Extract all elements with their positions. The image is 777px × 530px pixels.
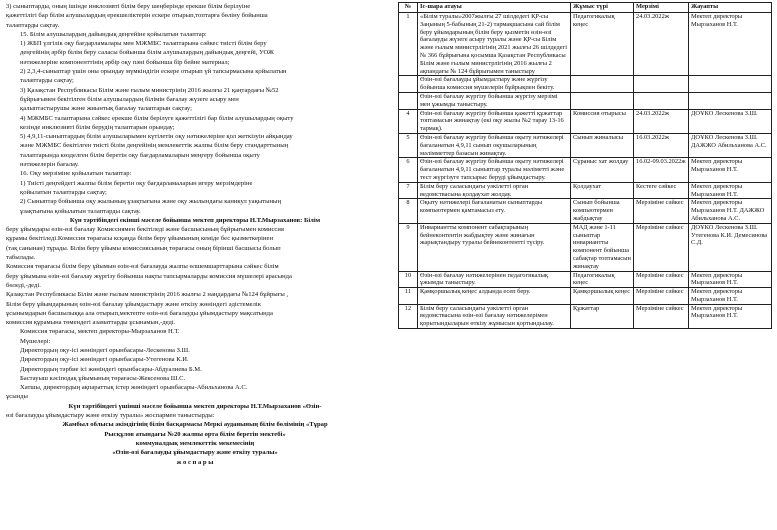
cell-activity: Өзін-өзі бағалау жүргізу бойынша оқыту нәтижелері бағаланатын 4,9,11 сыныптар туралы мәліметті және тест жүргізуге тапсырыс беруді ұйымдастыру. bbox=[418, 158, 571, 182]
cell-type: Сынып бойынша компьютермен жабдықтау bbox=[571, 199, 634, 223]
table-row bbox=[399, 92, 772, 109]
cell-deadline: 16.02-09.03.2022ж bbox=[634, 158, 689, 182]
column-header-activity: Іс-шара атауы bbox=[418, 3, 571, 13]
cell-type: Құжаттар bbox=[571, 304, 634, 328]
text-line: нәтижелеріне компоненттінің әрбір оқу пәні бойынша бір бейне материал; bbox=[20, 58, 230, 66]
table-row bbox=[399, 288, 772, 305]
cell-responsible: Мектеп директоры Мырзаханов Н.Т. bbox=[689, 304, 772, 328]
cell-type bbox=[571, 92, 634, 109]
table-row bbox=[399, 223, 772, 271]
text-line: нәтижелерін бағалау. bbox=[20, 161, 79, 169]
text-line: қойылатын талаптарды сақтау; bbox=[20, 188, 107, 196]
plan-title: Рысқұлов атындағы №20 жалпы орта білім беретін мектебі» bbox=[104, 430, 286, 438]
cell-number: 6 bbox=[399, 158, 418, 182]
table-row bbox=[399, 199, 772, 223]
cell-type bbox=[571, 76, 634, 93]
text-line: қалыптастырушы және жиынтық бағалау талаптарын сақтау; bbox=[20, 105, 192, 113]
text-line: Директордың оқу-ісі жөніндегі орынбасары-Лескенова З.Ш. bbox=[20, 346, 190, 354]
cell-responsible bbox=[689, 92, 772, 109]
table-row bbox=[399, 76, 772, 93]
cell-number: 12 bbox=[399, 304, 418, 328]
column-header-responsible: Жауапты bbox=[689, 3, 772, 13]
text-line: Білім беру ұйымдарының өзін-өзі бағалау ұйымдастыру және өткізу жөніндегі әдістемелік bbox=[6, 300, 261, 308]
text-line: деңгейінің әрбір білім беру саласы бойынша білім алушылардың дайындық деңгейі, УОЖ bbox=[20, 49, 274, 57]
cell-activity: Инвариантты компонент сабақтарының бейнеконтентін жабдықтеу және жинағын жарықтандыру туралы бейнеконтентті түсіру. bbox=[418, 223, 571, 271]
text-line: құрамы бекітіледі.Комиссия төрағасы ксқаңда білім беру ұйымының кеміде бес қызметкерінен bbox=[6, 235, 273, 243]
cell-activity: Өзін-өзі бағалау жүргізу бойынша қажетті құжаттар топтамасын жинақтау (екі оқу жылы №2 тарау 13-16 тармақ). bbox=[418, 109, 571, 133]
table-row bbox=[399, 109, 772, 133]
text-line: Директордың тәрбие ісі жөніндегі орынбасары-Абдуалиева Б.М. bbox=[20, 365, 202, 373]
text-line: ұсынды bbox=[6, 393, 28, 401]
table-row bbox=[399, 158, 772, 182]
cell-activity: Өзін-өзі бағалау нәтижелерінен педагогикалық ұжымды таныстыру. bbox=[418, 271, 571, 288]
cell-type: Қолдаухат bbox=[571, 182, 634, 199]
text-line: 15. Білім алушылардың дайындық деңгейіне қойылатын талаптар: bbox=[20, 30, 207, 38]
cell-deadline: Мерзіміне сәйкес bbox=[634, 271, 689, 288]
cell-type: Педагогикалық кеңес bbox=[571, 271, 634, 288]
cell-deadline bbox=[634, 92, 689, 109]
cell-deadline: Мерзіміне сәйкес bbox=[634, 288, 689, 305]
cell-activity: Білім беру саласындағы уәкілетті орган ведомствасына қолдаухат жолдау. bbox=[418, 182, 571, 199]
cell-responsible: ДОҰКО Лескенова З.Ш. ДАЖЖО Абильханова А.С. bbox=[689, 133, 772, 157]
cell-responsible: Мектеп директоры Мырзаханов Н.Т. bbox=[689, 158, 772, 182]
cell-deadline: Мерзіміне сәйкес bbox=[634, 223, 689, 271]
text-line: 3) Қазақстан Республикасы Білім және ғылым министрінің 2016 жылғы 21 қаңтардағы №52 bbox=[20, 86, 279, 94]
text-line: Бастауыш кәсіподақ ұйымының төрағасы-Жексенова Ш.С. bbox=[20, 374, 186, 382]
cell-responsible: ДОҰКО Лескенова З.Ш. Утегенова К.И. Демесинова С.Д. bbox=[689, 223, 772, 271]
text-line: Комиссия төрағасы, мектеп директоры-Мырзаханов Н.Т. bbox=[20, 328, 180, 336]
text-line: беру ұйымына өзін-өзі бағалау жүргізу бойынша нақты тапсырмаларды комиссия мүшелері арасында bbox=[6, 272, 292, 280]
cell-activity: Өзін-өзі бағалау жүргізу бойынша оқыту нәтижелері бағаланатын 4,9,11 сынып оқушыларының мәлімметтер базасын жинақтау. bbox=[418, 133, 571, 157]
cell-number: 11 bbox=[399, 288, 418, 305]
cell-activity: Өзін-өзі бағалау жүргізу бойынша жүргізу мерзімі мен ұжымды таныстыру. bbox=[418, 92, 571, 109]
text-line: өзі бағалауды ұйымдастыру және өткізу туралы» жоспармен таныстырды: bbox=[6, 412, 215, 420]
table-row bbox=[399, 13, 772, 76]
section-heading: Күн тәртібіндегі үшінші мәселе бойынша мектеп директоры Н.Т.Мырзаханов «Өзін- bbox=[68, 402, 322, 410]
cell-deadline: 24.03.2022ж bbox=[634, 13, 689, 76]
text-line: Директордың оқу-ісі жөніндегі орынбасары-Утегенова К.И. bbox=[20, 356, 189, 364]
cell-number: 4 bbox=[399, 109, 418, 133]
table-row bbox=[399, 271, 772, 288]
text-line: табылады. bbox=[6, 254, 36, 262]
text-line: 2) 2,3,4-сыныптар үшін оны орындау мүмкіндігін ескере отырып үй тапсырмасына қойылатын bbox=[20, 68, 287, 76]
text-line: Комиссия төрағасы білім беру ұйымын өзін-өзі бағалауда жалпы өлшемшарттарына сәйкес білім bbox=[6, 263, 279, 271]
cell-number: 7 bbox=[399, 182, 418, 199]
text-line: Мүшелері: bbox=[20, 337, 51, 345]
cell-type: Сұраныс хат жолдау bbox=[571, 158, 634, 182]
cell-number: 10 bbox=[399, 271, 418, 288]
plan-title: ж о с п а р ы bbox=[176, 458, 214, 466]
cell-type: Комиссия отырысы bbox=[571, 109, 634, 133]
cell-responsible: Мектеп директоры Мырзаханов Н.Т. bbox=[689, 288, 772, 305]
plan-table bbox=[398, 2, 772, 329]
cell-deadline: Мерзіміне сәйкес bbox=[634, 304, 689, 328]
text-line: 3) сыныптарды, оның ішінде инклозивті білім беру шеңберінде ерекше білім берілуіне bbox=[6, 3, 251, 10]
column-header-deadline: Мерзімі bbox=[634, 3, 689, 13]
text-line: Хатшы, директордың ақпараттық істер жөніндегі орынбасары-Абильханова А.С. bbox=[20, 384, 248, 392]
plan-title: коммуналдық мемлекеттік мекемесінің bbox=[135, 439, 255, 447]
cell-deadline bbox=[634, 76, 689, 93]
plan-title: «Өзін-өзі бағалауды ұйымдастыру және өткізу туралы» bbox=[112, 449, 278, 457]
text-line: ұсынымдарын басшылыққа ала отырып,мектепте өзін-өзі бағалауды ұйымдастыру мақсатында bbox=[6, 309, 273, 317]
cell-number: 8 bbox=[399, 199, 418, 223]
cell-number: 5 bbox=[399, 133, 418, 157]
column-header-number: № bbox=[399, 3, 418, 13]
text-line: беру ұйымдары өзін-өзі бағалау Комиссиямен бекітіледі және басшысының бұйрығымен комиссия bbox=[6, 226, 284, 234]
table-header-row bbox=[399, 3, 772, 13]
cell-responsible: Мектеп директоры Мырзаханов Н.Т. ДАЖЖО Абильханова А.С. bbox=[689, 199, 772, 223]
text-line: (тақ санынан) тұрады. Білім беру ұйымы комиссиясының төрағасы оның бірінші басшысы болып bbox=[6, 244, 281, 252]
text-line: бөледі,-деді. bbox=[6, 281, 41, 289]
cell-deadline: Кестеге сәйкес bbox=[634, 182, 689, 199]
cell-activity: Білім беру саласындағы уәкілетті орган ведомствасына өзін-өзі бағалау нәтижелерімен қорытындыларын өткізу жұмысын қортындылау. bbox=[418, 304, 571, 328]
cell-number: 1 bbox=[399, 13, 418, 76]
text-line: кезінде инклюзивті білім берудің талаптарын орындау; bbox=[20, 123, 175, 131]
cell-activity: Өзін-өзі бағалауды ұйымдастыру және жүргізу бойынша комиссия мүшелерін бұйрықпен бекіту. bbox=[418, 76, 571, 93]
text-line: 2) Сыныптар бойынша оқу жылының ұзақтығына және оқу жылындағы каникул уақытының bbox=[20, 198, 281, 206]
table-row bbox=[399, 133, 772, 157]
table-row bbox=[399, 304, 772, 328]
cell-responsible: Мектеп директоры Мырзаханов Н.Т. bbox=[689, 13, 772, 76]
text-line: 4) МЖМБС талаптарына сәйкес ерекше білім берілуге қажеттілігі бар білім алушылардың оқыту bbox=[20, 114, 294, 122]
text-line: талаптарында көзделген білім беретін оқу бағдарламаларын меңгеру бойынша оқыту bbox=[20, 151, 260, 159]
cell-type: Сынып жиналысы bbox=[571, 133, 634, 157]
plan-table-container bbox=[398, 2, 772, 329]
text-line: 16. Оқу мерзіміне қойылатын талаптар: bbox=[20, 170, 132, 178]
cell-responsible: ДОҰКО Лескенова З.Ш. bbox=[689, 109, 772, 133]
cell-deadline: 16.03.2022ж bbox=[634, 133, 689, 157]
cell-number: 9 bbox=[399, 223, 418, 271]
cell-number bbox=[399, 92, 418, 109]
text-line: Қазақстан Республикасы Білім және ғылым министрінің 2016 жылғы 2 наңдардағы №124 бұйрығы , bbox=[6, 291, 289, 299]
cell-deadline: Мерзіміне сәйкес bbox=[634, 199, 689, 223]
text-line: талаптарды сақтау. bbox=[6, 21, 60, 29]
text-line: қажеттілігі бар білім алушылардың ерекшеліктерін ескере отырып,топтарға бөліну бойынша bbox=[6, 12, 268, 20]
cell-activity: «Білім туралы»2007жылғы 27 шілдедегі ҚР-сы Заңының 5-бабының 21-2) тармақшасына сай білім беру ұйымдарының білім беру қызметін өзін-өзі бағалауды жүзеге асыру туралы және ҚР-сы Білім және ғылым министрлігінің 2021 жылғы 26 шілдедегі № 366 бұйрығына қосымша Қазақстан Республикасы Білім және ғылым министрлігінің 2016 жылғы 2 ақпандағы № 124 бұйрығымен таныстыру bbox=[418, 13, 571, 76]
text-line: бұйрығымен бекітілген білім алушылардың білімін бағалау жүзеге асыру мен bbox=[20, 95, 239, 103]
cell-deadline: 24.03.2022ж bbox=[634, 109, 689, 133]
section-heading: Күн тәртібіндегі екінші мәселе бойынша мектеп директоры Н.Т.Мырзаханов: Білім bbox=[69, 216, 321, 224]
left-column-text bbox=[6, 2, 384, 467]
cell-responsible bbox=[689, 76, 772, 93]
text-line: және МЖМБС бекітілген тиісті білім деңгейінің мемлекеттік жалпы білім беру стандарттының bbox=[20, 142, 289, 150]
cell-responsible: Мектеп директоры Мырзаханов Н.Т. bbox=[689, 271, 772, 288]
cell-type: МАД және 1-11 сыныптар инвариантты компонент бойынша сабақтар топтамасын жинақтау bbox=[571, 223, 634, 271]
cell-activity: Қамқоршылық кеңес алдында есеп беру. bbox=[418, 288, 571, 305]
text-line: ұзақтығына қойылатын талаптарды сақтау. bbox=[20, 207, 141, 215]
column-header-type: Жұмыс түрі bbox=[571, 3, 634, 13]
plan-title: Жамбыл облысы әкімдігінің білім басқармасы Меркі ауданының білім бөлімінің «Тұрар bbox=[62, 421, 328, 429]
text-line: 1) ЖБП үлгілік оқу бағдарламалары мен МЖМБС талаптарына сәйкес тиісті білім беру bbox=[20, 40, 267, 48]
cell-activity: Оқыту нәтижелері бағаланатын сыныптарды компьютермен қамтамасыз ету. bbox=[418, 199, 571, 223]
cell-type: Қамқоршылық кеңес bbox=[571, 288, 634, 305]
text-line: 1) Тиісті деңгейдегі жалпы білім беретін оқу бағдарламаларын игеру мерзімдеріне bbox=[20, 179, 253, 187]
cell-type: Педагогикалық кеңес bbox=[571, 13, 634, 76]
text-line: талаптарды сақтау; bbox=[20, 77, 74, 85]
table-row bbox=[399, 182, 772, 199]
text-line: комиссия құрамына төмендегі азаматтарды ұсынамын,-деді. bbox=[6, 319, 176, 327]
cell-responsible: Мектеп директоры Мырзаханов Н.Т. bbox=[689, 182, 772, 199]
cell-number bbox=[399, 76, 418, 93]
text-line: 5) 4,9,11-сыныптардың білім алушыларымен күтілетін оқу нәтижелеріне қол жеткізуін айқындау bbox=[20, 133, 293, 141]
